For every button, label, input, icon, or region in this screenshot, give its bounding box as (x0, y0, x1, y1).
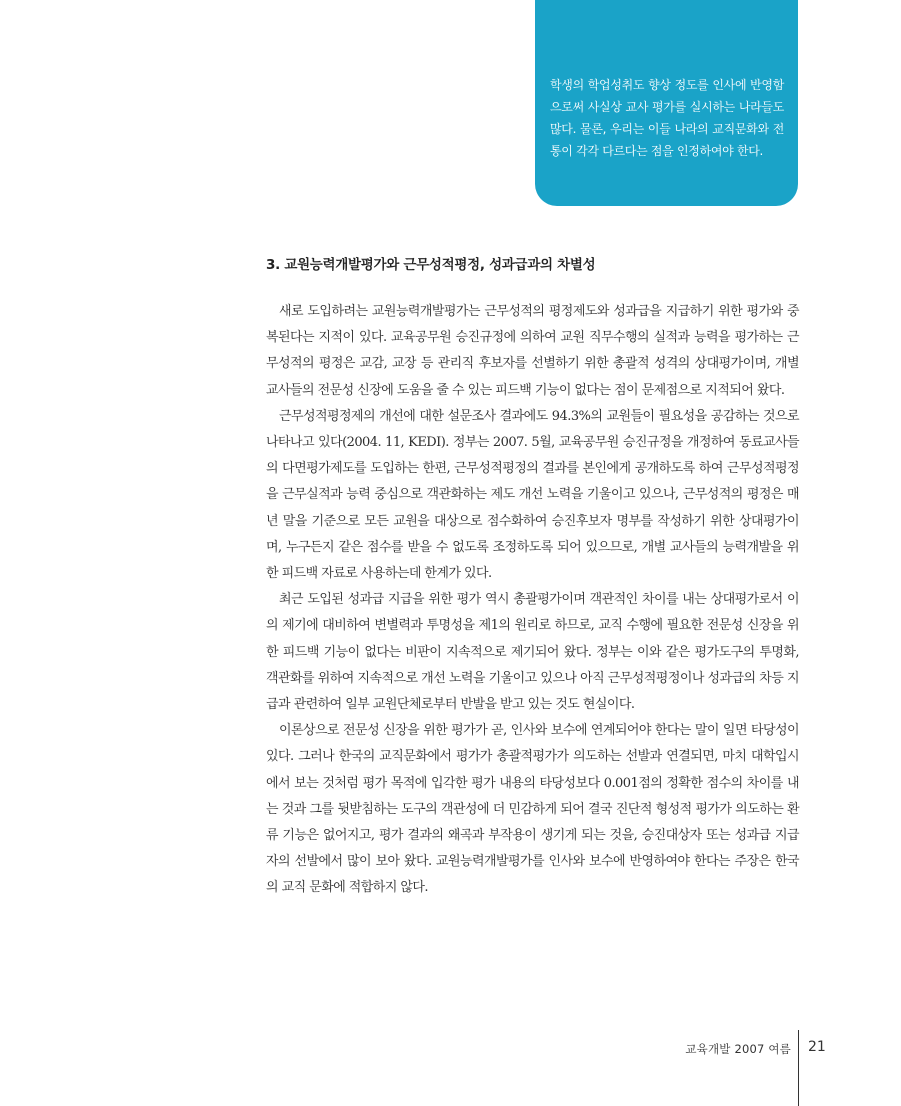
article-body (266, 299, 799, 902)
footer-divider (798, 1030, 799, 1106)
body-paragraph-3: 최근 도입된 성과급 지급을 위한 평가 역시 총괄평가이며 객관적인 차이를 내는 상대평가로서 이의 제기에 대비하여 변별력과 투명성을 제1의 원리로 하므로, 교직 수행에 필요한 전문성 신장을 위한 피드백 기능이 없다는 비판이 지속적으로 제기되어 왔다. 정부는 이와 같은 평가도구의 투명화, 객관화를 위하여 지속적으로 개선 노력을 기울이고 있으나 아직 근무성적평정이나 성과급의 차등 지급과 관련하여 일부 교원단체로부터 반발을 받고 있는 것도 현실이다. (266, 592, 799, 713)
section-heading: 3. 교원능력개발평가와 근무성적평정, 성과급과의 차별성 (266, 257, 596, 273)
sidebar-callout-box (535, 0, 798, 206)
footer-publication: 교육개발 2007 여름 (685, 1042, 791, 1056)
body-paragraph-4: 이론상으로 전문성 신장을 위한 평가가 곧, 인사와 보수에 연계되어야 한다는 말이 일면 타당성이 있다. 그러나 한국의 교직문화에서 평가가 총괄적평가가 의도하는 선발과 연결되면, 마치 대학입시에서 보는 것처럼 평가 목적에 입각한 평가 내용의 타당성보다 0.001점의 정확한 점수의 차이를 내는 것과 그를 뒷받침하는 도구의 객관성에 더 민감하게 되어 결국 진단적 형성적 평가가 의도하는 환류 기능은 없어지고, 평가 결과의 왜곡과 부작용이 생기게 되는 것을, 승진대상자 또는 성과급 지급자의 선발에서 많이 보아 왔다. 교원능력개발평가를 인사와 보수에 반영하여야 한다는 주장은 한국의 교직 문화에 적합하지 않다. (266, 723, 799, 896)
page-number: 21 (808, 1039, 826, 1055)
body-paragraph-1: 새로 도입하려는 교원능력개발평가는 근무성적의 평정제도와 성과급을 지급하기 위한 평가와 중복된다는 지적이 있다. 교육공무원 승진규정에 의하여 교원 직무수행의 실적과 능력을 평가하는 근무성적의 평정은 교감, 교장 등 관리직 후보자를 선별하기 위한 총괄적 성격의 상대평가이며, 개별 교사들의 전문성 신장에 도움을 줄 수 있는 피드백 기능이 없다는 점이 문제점으로 지적되어 왔다. (266, 304, 799, 398)
callout-text: 학생의 학업성취도 향상 정도를 인사에 반영함으로써 사실상 교사 평가를 실시하는 나라들도 많다. 물론, 우리는 이들 나라의 교직문화와 전통이 각각 다르다는 점을 인정하여야 한다. (550, 78, 784, 158)
body-paragraph-2: 근무성적평정제의 개선에 대한 설문조사 결과에도 94.3%의 교원들이 필요성을 공감하는 것으로 나타나고 있다(2004. 11, KEDI). 정부는 2007. 5월, 교육공무원 승진규정을 개정하여 동료교사들의 다면평가제도를 도입하는 한편, 근무성적평정의 결과를 본인에게 공개하도록 하여 근무성적평정을 근무실적과 능력 중심으로 객관화하는 제도 개선 노력을 기울이고 있으나, 근무성적의 평정은 매년 말을 기준으로 모든 교원을 대상으로 점수화하여 승진후보자 명부를 작성하기 위한 상대평가이며, 누구든지 같은 점수를 받을 수 없도록 조정하도록 되어 있으므로, 개별 교사들의 능력개발을 위한 피드백 자료로 사용하는데 한계가 있다. (266, 408, 799, 582)
